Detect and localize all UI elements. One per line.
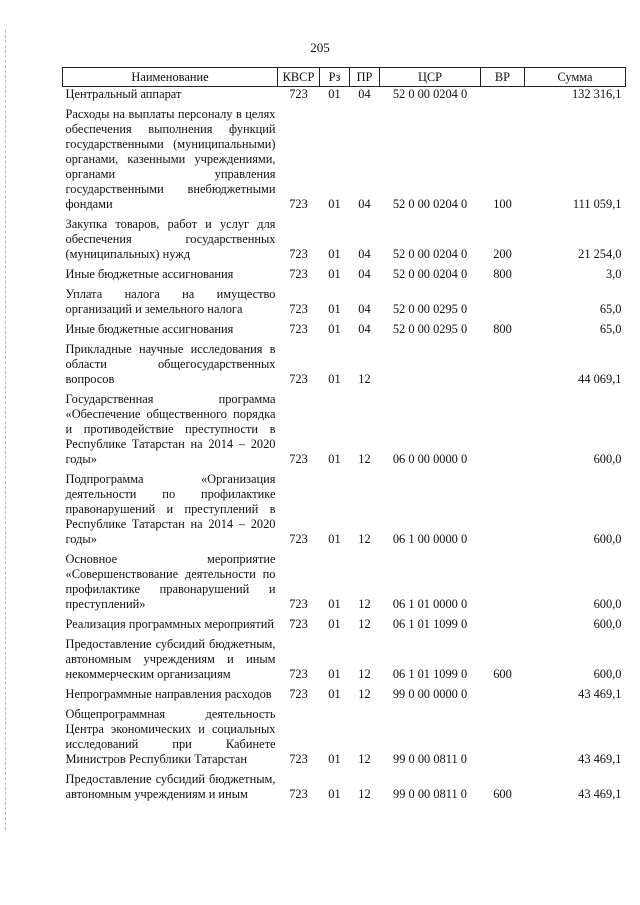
cell-rz: 01: [328, 247, 341, 261]
cell-sum: 43 469,1: [578, 752, 622, 766]
table-row: [63, 265, 626, 285]
cell-name: Предоставление субсидий бюджетным, автономным учреждениям и иным: [65, 772, 276, 801]
cell-sum: 43 469,1: [578, 787, 622, 801]
cell-csr: 99 0 00 0811 0: [393, 752, 467, 766]
table-row: [63, 615, 626, 635]
cell-csr: 52 0 00 0204 0: [392, 267, 468, 281]
cell-kvsr: 723: [289, 247, 308, 261]
cell-csr: 06 1 01 1099 0: [392, 667, 468, 681]
cell-kvsr: 723: [289, 452, 308, 466]
table-row: [63, 770, 626, 805]
cell-pr: 04: [358, 197, 371, 211]
cell-pr: 12: [358, 597, 371, 611]
cell-sum: 600,0: [593, 597, 622, 611]
cell-csr: 52 0 00 0204 0: [392, 197, 468, 211]
cell-pr: 04: [358, 247, 371, 261]
cell-name: Прикладные научные исследования в области общегосударственных вопросов: [65, 342, 276, 386]
cell-rz: 01: [328, 322, 341, 336]
cell-name: Подпрограмма «Организация деятельности по профилактике правонарушений и преступлений в Республике Татарстан на 2014 – 2020 годы»: [65, 472, 276, 546]
header-pr: ПР: [350, 68, 380, 87]
cell-name: Реализация программных мероприятий: [65, 617, 275, 631]
budget-table: [62, 67, 626, 805]
cell-kvsr: 723: [289, 267, 308, 281]
table-row: [63, 105, 626, 215]
cell-csr: 52 0 00 0204 0: [392, 87, 468, 101]
cell-name: Расходы на выплаты персоналу в целях обеспечения выполнения функций государственными (муниципальными) органами, казенными учреждениями, органами управления государственными внебюджетными фондами: [65, 107, 276, 211]
cell-pr: 12: [358, 667, 371, 681]
cell-pr: 12: [358, 452, 371, 466]
cell-csr: 52 0 00 0204 0: [392, 247, 468, 261]
cell-rz: 01: [328, 452, 341, 466]
table-row: [63, 685, 626, 705]
cell-name: Государственная программа «Обеспечение общественного порядка и противодействие преступности в Республике Татарстан на 2014 – 2020 годы»: [65, 392, 276, 466]
cell-rz: 01: [328, 687, 341, 701]
cell-rz: 01: [328, 597, 341, 611]
table-row: [63, 215, 626, 265]
cell-rz: 01: [328, 752, 341, 766]
page-number: 205: [310, 40, 330, 55]
cell-vr: 600: [493, 787, 512, 801]
cell-rz: 01: [328, 302, 341, 316]
table-row: [63, 470, 626, 550]
cell-pr: 12: [358, 617, 371, 631]
cell-kvsr: 723: [289, 597, 308, 611]
cell-kvsr: 723: [289, 752, 308, 766]
cell-name: Основное мероприятие «Совершенствование деятельности по профилактике правонарушений и преступлений»: [65, 552, 276, 611]
cell-vr: [481, 550, 525, 615]
cell-vr: [481, 705, 525, 770]
cell-sum: 65,0: [599, 302, 622, 316]
cell-pr: 12: [358, 752, 371, 766]
table-header-row: [63, 68, 626, 87]
cell-vr: 600: [493, 667, 512, 681]
cell-kvsr: 723: [289, 322, 308, 336]
cell-sum: 111 059,1: [572, 197, 622, 211]
table-row: [63, 340, 626, 390]
cell-csr: 06 1 01 0000 0: [392, 597, 468, 611]
table-row: [63, 550, 626, 615]
cell-kvsr: 723: [289, 532, 308, 546]
cell-csr: 06 1 01 1099 0: [392, 617, 468, 631]
cell-sum: 21 254,0: [578, 247, 622, 261]
cell-pr: 04: [358, 267, 371, 281]
cell-sum: 43 469,1: [578, 687, 622, 701]
cell-csr: 99 0 00 0000 0: [392, 687, 468, 701]
cell-sum: 600,0: [593, 667, 622, 681]
header-rz: Рз: [320, 68, 350, 87]
header-csr: ЦСР: [380, 68, 481, 87]
cell-vr: [481, 285, 525, 320]
cell-pr: 04: [358, 87, 371, 101]
cell-rz: 01: [328, 267, 341, 281]
cell-name: Непрограммные направления расходов: [65, 687, 272, 701]
cell-name: Иные бюджетные ассигнования: [65, 267, 234, 281]
cell-rz: 01: [328, 87, 341, 101]
cell-sum: 600,0: [593, 532, 622, 546]
cell-kvsr: 723: [289, 687, 308, 701]
cell-kvsr: 723: [289, 302, 308, 316]
cell-rz: 01: [328, 372, 341, 386]
cell-pr: 12: [358, 687, 371, 701]
cell-vr: 800: [493, 322, 512, 336]
cell-rz: 01: [328, 197, 341, 211]
cell-csr: 99 0 00 0811 0: [393, 787, 467, 801]
cell-kvsr: 723: [289, 87, 308, 101]
cell-sum: 65,0: [599, 322, 622, 336]
cell-pr: 04: [358, 322, 371, 336]
table-row: [63, 320, 626, 340]
table-row: [63, 87, 626, 106]
table-row: [63, 285, 626, 320]
table-row: [63, 705, 626, 770]
cell-vr: [481, 87, 525, 106]
header-vr: ВР: [481, 68, 525, 87]
cell-pr: 12: [358, 372, 371, 386]
cell-kvsr: 723: [289, 197, 308, 211]
cell-vr: [481, 615, 525, 635]
cell-name: Центральный аппарат: [65, 87, 182, 101]
cell-csr: 52 0 00 0295 0: [392, 322, 468, 336]
cell-rz: 01: [328, 787, 341, 801]
cell-sum: 3,0: [606, 267, 622, 281]
cell-pr: 12: [358, 787, 371, 801]
cell-csr: 52 0 00 0295 0: [392, 302, 468, 316]
cell-rz: 01: [328, 617, 341, 631]
cell-vr: [481, 340, 525, 390]
header-sum: Сумма: [525, 68, 626, 87]
table-row: [63, 635, 626, 685]
cell-name: Уплата налога на имущество организаций и земельного налога: [65, 287, 276, 316]
cell-vr: [481, 470, 525, 550]
cell-rz: 01: [328, 532, 341, 546]
margin-rule: [5, 30, 7, 830]
cell-kvsr: 723: [289, 372, 308, 386]
header-name: Наименование: [63, 68, 278, 87]
cell-vr: [481, 390, 525, 470]
cell-sum: 132 316,1: [571, 87, 622, 101]
cell-kvsr: 723: [289, 667, 308, 681]
cell-vr: [481, 685, 525, 705]
cell-rz: 01: [328, 667, 341, 681]
cell-csr: 06 1 00 0000 0: [392, 532, 468, 546]
cell-name: Иные бюджетные ассигнования: [65, 322, 234, 336]
cell-vr: 100: [493, 197, 512, 211]
header-kvsr: КВСР: [278, 68, 320, 87]
cell-vr: 800: [493, 267, 512, 281]
cell-sum: 600,0: [593, 617, 622, 631]
cell-sum: 44 069,1: [578, 372, 622, 386]
cell-kvsr: 723: [289, 617, 308, 631]
cell-vr: 200: [493, 247, 512, 261]
table-row: [63, 390, 626, 470]
cell-name: Предоставление субсидий бюджетным, автономным учреждениям и иным некоммерческим организациям: [65, 637, 276, 681]
cell-csr: [380, 340, 481, 390]
cell-sum: 600,0: [593, 452, 622, 466]
cell-pr: 12: [358, 532, 371, 546]
cell-kvsr: 723: [289, 787, 308, 801]
cell-name: Общепрограммная деятельность Центра экономических и социальных исследований при Кабинете Министров Республики Татарстан: [65, 707, 276, 766]
cell-csr: 06 0 00 0000 0: [392, 452, 468, 466]
cell-name: Закупка товаров, работ и услуг для обеспечения государственных (муниципальных) нужд: [65, 217, 276, 261]
cell-pr: 04: [358, 302, 371, 316]
